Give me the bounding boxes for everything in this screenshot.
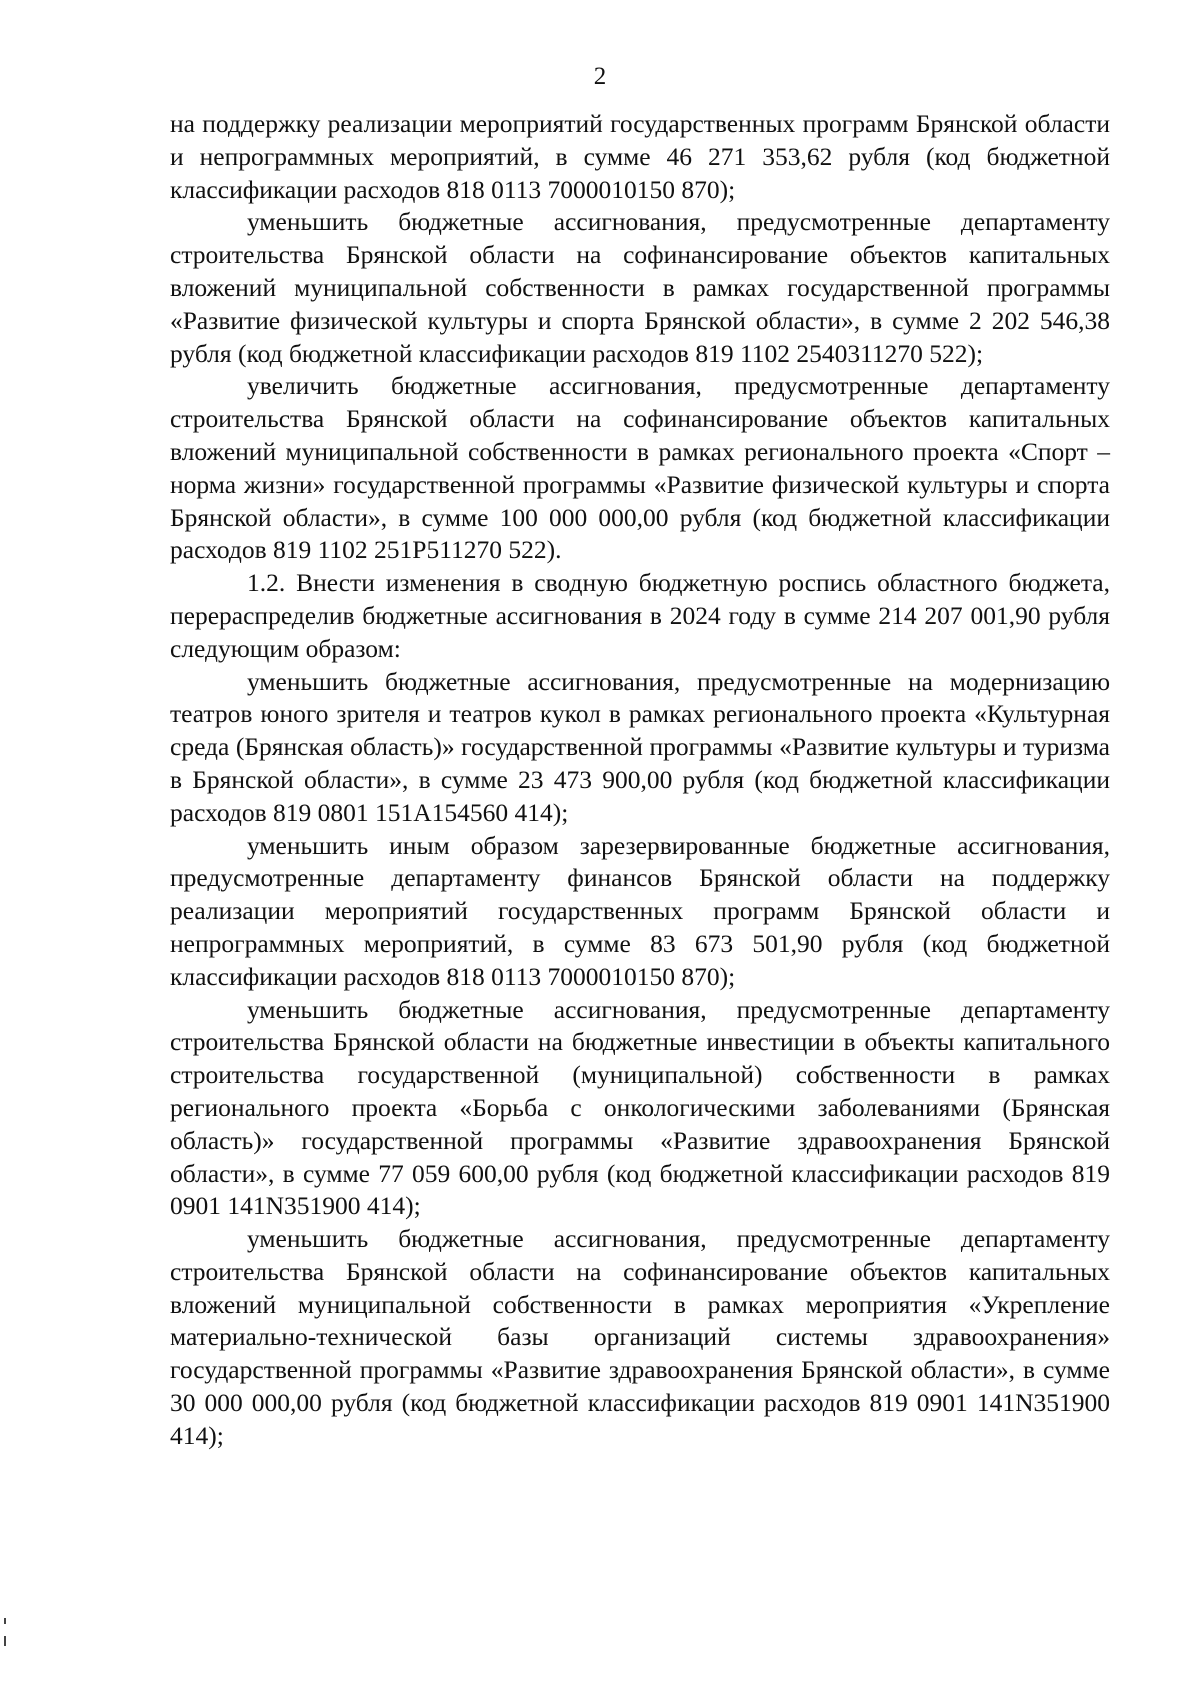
paragraph: уменьшить бюджетные ассигнования, предусмотренные департаменту строительства Брянской области на бюджетные инвестиции в объекты капитального строительства государственной (муниципальной) собственности в рамках регионального проекта «Борьба с онкологическими заболеваниями (Брянская область)» государственной программы «Развитие здравоохранения Брянской области», в сумме 77 059 600,00 рубля (код бюджетной классификации расходов 819 0901 141N351900 414); [170, 994, 1110, 1221]
paragraph: уменьшить иным образом зарезервированные бюджетные ассигнования, предусмотренные департаменту финансов Брянской области на поддержку реализации мероприятий государственных программ Брянской области и непрограммных мероприятий, в сумме 83 673 501,90 рубля (код бюджетной классификации расходов 818 0113 7000010150 870); [170, 830, 1110, 991]
paragraph: 1.2. Внести изменения в сводную бюджетную роспись областного бюджета, перераспределив бюджетные ассигнования в 2024 году в сумме 214 207 001,90 рубля следующим образом: [170, 568, 1110, 663]
paragraph: на поддержку реализации мероприятий государственных программ Брянской области и непрограммных мероприятий, в сумме 46 271 353,62 рубля (код бюджетной классификации расходов 818 0113 7000010150 870); [170, 109, 1110, 204]
paragraph: уменьшить бюджетные ассигнования, предусмотренные на модернизацию театров юного зрителя и театров кукол в рамках регионального проекта «Культурная среда (Брянская область)» государственной программы «Развитие культуры и туризма в Брянской области», в сумме 23 473 900,00 рубля (код бюджетной классификации расходов 819 0801 151А154560 414); [170, 666, 1110, 827]
paragraph: увеличить бюджетные ассигнования, предусмотренные департаменту строительства Брянской области на софинансирование объектов капитальных вложений муниципальной собственности в рамках регионального проекта «Спорт – норма жизни» государственной программы «Развитие физической культуры и спорта Брянской области», в сумме 100 000 000,00 рубля (код бюджетной классификации расходов 819 1102 251Р511270 522). [170, 371, 1110, 565]
scan-edge-mark [4, 1618, 6, 1624]
paragraph: уменьшить бюджетные ассигнования, предусмотренные департаменту строительства Брянской области на софинансирование объектов капитальных вложений муниципальной собственности в рамках мероприятия «Укрепление материально-технической базы организаций системы здравоохранения» государственной программы «Развитие здравоохранения Брянской области», в сумме 30 000 000,00 рубля (код бюджетной классификации расходов 819 0901 141N351900 414); [170, 1224, 1110, 1450]
scan-edge-mark [4, 1636, 6, 1646]
document-body [170, 108, 1110, 1453]
paragraph: уменьшить бюджетные ассигнования, предусмотренные департаменту строительства Брянской области на софинансирование объектов капитальных вложений муниципальной собственности в рамках государственной программы «Развитие физической культуры и спорта Брянской области», в сумме 2 202 546,38 рубля (код бюджетной классификации расходов 819 1102 2540311270 522); [170, 207, 1110, 368]
page-number: 2 [593, 63, 607, 90]
